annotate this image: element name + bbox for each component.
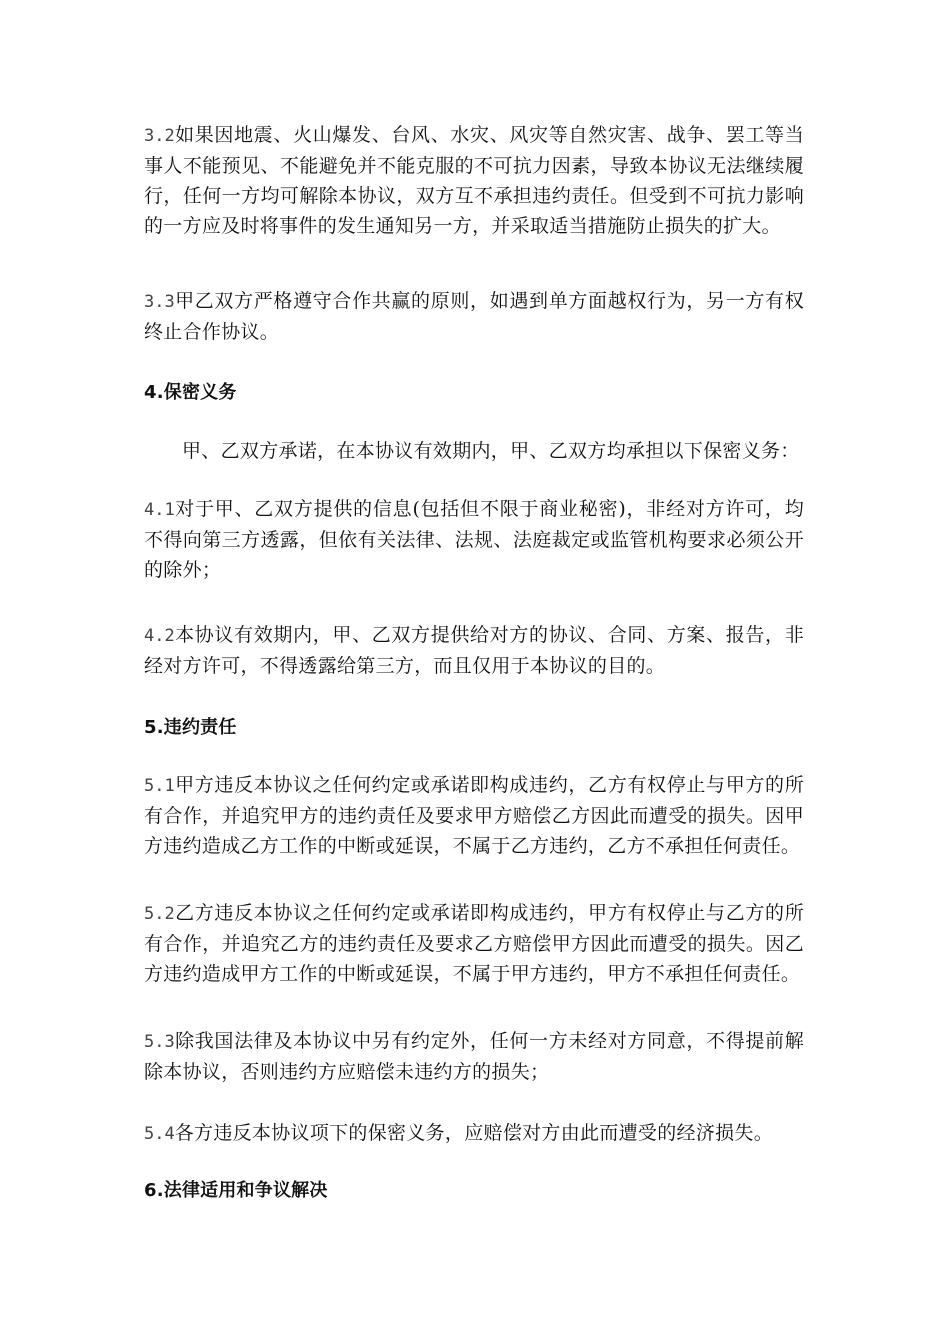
- section-heading-6: 6.法律适用和争议解决: [144, 1180, 328, 1201]
- clause-3-3: [144, 286, 804, 347]
- clause-text: 乙方违反本协议之任何约定或承诺即构成违约，甲方有权停止与乙方的所有合作，并追究乙方的违约责任及要求乙方赔偿甲方因此而遭受的损失。因乙方违约造成甲方工作的中断或延误，不属于甲方违约，甲方不承担任何责任。: [144, 902, 804, 985]
- clause-number: 4.2: [144, 626, 175, 646]
- section-4-intro: 甲、乙双方承诺，在本协议有效期内，甲、乙双方均承担以下保密义务：: [182, 440, 800, 462]
- clause-number: 4.1: [144, 500, 175, 520]
- clause-number: 5.1: [144, 776, 175, 796]
- clause-text: 本协议有效期内，甲、乙双方提供给对方的协议、合同、方案、报告，非经对方许可，不得透露给第三方，而且仅用于本协议的目的。: [144, 624, 804, 677]
- clause-number: 5.4: [144, 1124, 175, 1144]
- clause-number: 5.2: [144, 904, 175, 924]
- clause-5-3: [144, 1026, 804, 1087]
- clause-3-2: [144, 120, 804, 241]
- clause-4-2: [144, 620, 804, 681]
- clause-number: 3.2: [144, 126, 175, 146]
- section-heading-4: 4.保密义务: [144, 382, 237, 403]
- clause-5-4: [144, 1118, 804, 1149]
- clause-text: 如果因地震、火山爆发、台风、水灾、风灾等自然灾害、战争、罢工等当事人不能预见、不能避免并不能克服的不可抗力因素，导致本协议无法继续履行，任何一方均可解除本协议，双方互不承担违约责任。但受到不可抗力影响的一方应及时将事件的发生通知另一方，并采取适当措施防止损失的扩大。: [144, 124, 804, 237]
- clause-number: 3.3: [144, 292, 175, 312]
- clause-text: 除我国法律及本协议中另有约定外，任何一方未经对方同意，不得提前解除本协议，否则违约方应赔偿未违约方的损失；: [144, 1030, 804, 1083]
- section-heading-5: 5.违约责任: [144, 717, 237, 738]
- clause-4-1: [144, 494, 804, 585]
- clause-text: 甲方违反本协议之任何约定或承诺即构成违约，乙方有权停止与甲方的所有合作，并追究甲方的违约责任及要求甲方赔偿乙方因此而遭受的损失。因甲方违约造成乙方工作的中断或延误，不属于乙方违约，乙方不承担任何责任。: [144, 774, 804, 857]
- clause-text: 对于甲、乙双方提供的信息(包括但不限于商业秘密)，非经对方许可，均不得向第三方透露，但依有关法律、法规、法庭裁定或监管机构要求必须公开的除外；: [144, 498, 804, 581]
- clause-5-2: [144, 898, 804, 989]
- clause-text: 各方违反本协议项下的保密义务，应赔偿对方由此而遭受的经济损失。: [174, 1122, 774, 1144]
- clause-text: 甲乙双方严格遵守合作共赢的原则，如遇到单方面越权行为，另一方有权终止合作协议。: [144, 290, 804, 343]
- clause-number: 5.3: [144, 1032, 175, 1052]
- clause-5-1: [144, 770, 804, 861]
